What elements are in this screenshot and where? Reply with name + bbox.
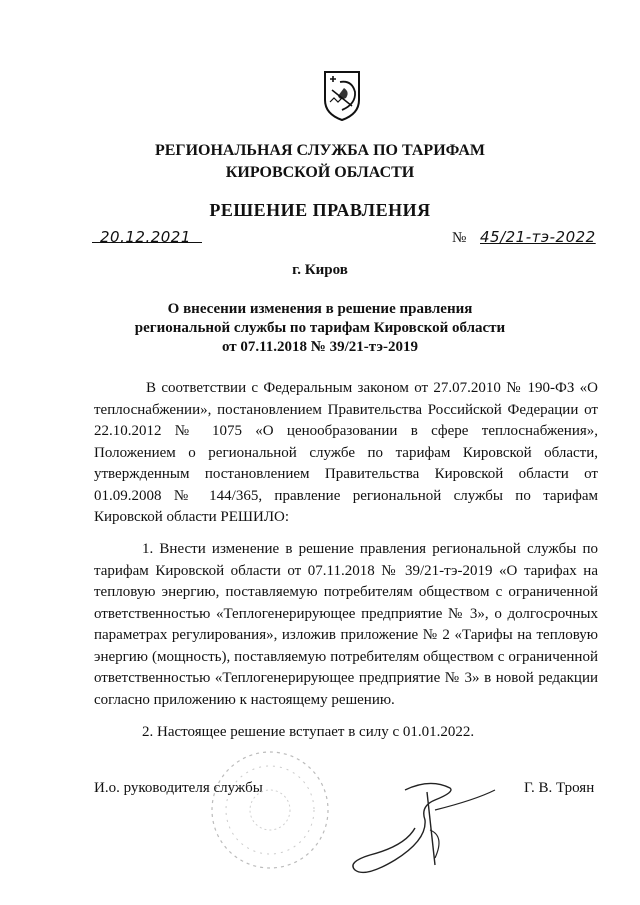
decision-item-2: 2. Настоящее решение вступает в силу с 01.01.2022. [142, 724, 475, 740]
document-subject [0, 300, 640, 357]
number-prefix: № [452, 230, 467, 246]
subject-line-2: региональной службы по тарифам Кировской области [134, 320, 506, 336]
decision-item-1: 1. Внести изменение в решение правления региональной службы по тарифам Кировской области от 07.11.2018 № 39/21-тэ-2019 «О тарифах на тепловую энергию, поставляемую потребителям обществом с ограниченной ответственностью «Теплогенерирующее предприятие № 3», о долгосрочных параметрах регулирования», изложив приложение № 2 «Тарифы на тепловую энергию (мощность), поставляемую потребителям обществом с ограниченной ответственностью «Теплогенерирующее предприятие № 3» в новой редакции согласно приложению к настоящему решению. [94, 541, 598, 708]
organization-name [0, 140, 640, 184]
coat-of-arms-icon [322, 70, 362, 122]
document-type-title: РЕШЕНИЕ ПРАВЛЕНИЯ [209, 200, 431, 220]
organization-line-1: РЕГИОНАЛЬНАЯ СЛУЖБА ПО ТАРИФАМ [154, 142, 486, 159]
organization-line-2: КИРОВСКОЙ ОБЛАСТИ [225, 164, 415, 181]
subject-line-3: от 07.11.2018 № 39/21-тэ-2019 [221, 339, 419, 355]
seal-stamp-icon [205, 745, 335, 875]
handwritten-signature-icon [335, 770, 505, 880]
city-name: г. Киров [292, 262, 348, 278]
preamble-paragraph: В соответствии с Федеральным законом от 27.07.2010 № 190-ФЗ «О теплоснабжении», постановлением Правительства Российской Федерации от 22.10.2012 № 1075 «О ценообразовании в сфере теплоснабжения», Положением о региональной службе по тарифам Кировской области, утвержденным постановлением Правительства Кировской области от 01.09.2008 № 144/365, правление региональной службы по тарифам Кировской области РЕШИЛО: [94, 380, 598, 525]
document-number: 45/21-тэ-2022 [480, 228, 596, 246]
signatory-position: И.о. руководителя службы [94, 780, 263, 796]
signatory-name: Г. В. Троян [524, 780, 595, 796]
document-date: 20.12.2021 [100, 228, 191, 246]
subject-line-1: О внесении изменения в решение правления [167, 301, 473, 317]
